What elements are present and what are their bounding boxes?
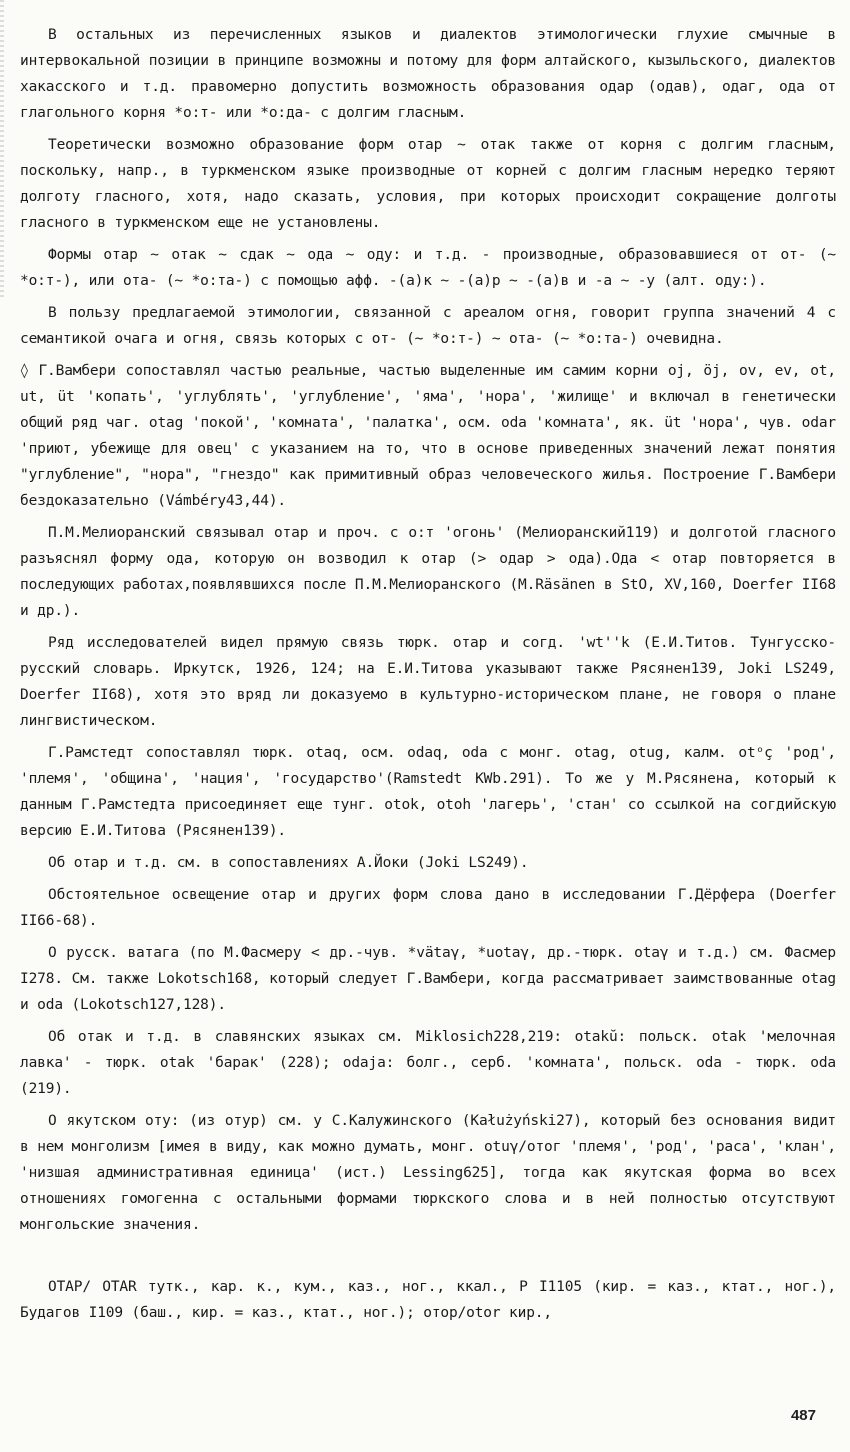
paragraph: В остальных из перечисленных языков и диалектов этимологически глухие смычные в интервокальной позиции в принципе возможны и потому для форм алтайского, кызыльского, диалектов хакасского и т.д. правомерно допустить возможность образования одар (одав), одаг, ода от глагольного корня *о:т- или *о:да- с долгим гласным. (20, 27, 836, 121)
paragraph: О русск. ватага (по М.Фасмеру < др.-чув. *vätaγ, *uotaγ, др.-тюрк. otaγ и т.д.) см. Фасмер I278. См. также Lokotsch168, который следует Г.Вамбери, когда рассматривает заимствованные otag и oda (Lokotsch127,128). (20, 945, 836, 1013)
paragraph: Теоретически возможно образование форм отар ~ отак также от корня с долгим гласным, поскольку, напр., в туркменском языке производные от корней с долгим гласным нередко теряют долготу гласного, хотя, надо сказать, условия, при которых происходит сокращение долготы гласного в туркменском еще не установлены. (20, 137, 836, 231)
dictionary-entry: ОТАР/ OTAR тутк., кар. к., кум., каз., ног., ккал., Р I1105 (кир. = каз., ктат., ног.), Будагов I109 (баш., кир. = каз., ктат., ног.); отор/otor кир., (20, 1279, 836, 1321)
paragraph: Об отак и т.д. в славянских языках см. Miklosich228,219: otakŭ: польск. otak 'мелочная лавка' - тюрк. otak 'барак' (228); odaja: болг., серб. 'комната', польск. oda - тюрк. oda (219). (20, 1029, 836, 1097)
paragraph: П.М.Мелиоранский связывал отар и проч. с о:т 'огонь' (Мелиоранский119) и долготой гласного разъяснял форму ода, которую он возводил к отар (> одар > ода).Ода < отар повторяется в последующих работах,появлявшихся после П.М.Мелиоранского (M.Räsänen в StO, XV,160, Doerfer II68 и др.). (20, 525, 836, 619)
paragraph: О якутском оту: (из отур) см. у С.Калужинского (Kałużyński27), который без основания видит в нем монголизм [имея в виду, как можно думать, монг. otuγ/отог 'племя', 'род', 'раса', 'клан', 'низшая административная единица' (ист.) Lessing625], тогда как якутская форма во всех отношениях гомогенна с остальными формами тюркского слова и в ней полностью отсутствуют монгольские значения. (20, 1113, 836, 1233)
paragraph: Обстоятельное освещение отар и других форм слова дано в исследовании Г.Дёрфера (Doerfer II66-68). (20, 887, 836, 929)
page-number: 487 (790, 1407, 816, 1424)
paragraph: Формы отар ~ отак ~ сдак ~ ода ~ оду: и т.д. - производные, образовавшиеся от от- (~ *о:т-), или ота- (~ *о:та-) с помощью афф. -(а)к ~ -(а)р ~ -(а)в и -а ~ -у (алт. оду:). (20, 247, 836, 289)
scan-edge (0, 0, 4, 300)
paragraph: Ряд исследователей видел прямую связь тюрк. отар и согд. 'wt''k (Е.И.Титов. Тунгусско-русский словарь. Иркутск, 1926, 124; на Е.И.Титова указывают также Рясянен139, Joki LS249, Doerfer II68), хотя это вряд ли доказуемо в культурно-историческом плане, не говоря о плане лингвистическом. (20, 635, 836, 729)
document-page (20, 22, 836, 1332)
paragraph: Г.Рамстедт сопоставлял тюрк. otaq, осм. odaq, oda с монг. otag, otug, калм. otᵒç 'род', 'племя', 'община', 'нация', 'государство'(Ramstedt KWb.291). То же у М.Рясянена, который к данным Г.Рамстедта присоединяет еще тунг. otok, otoh 'лагерь', 'стан' со ссылкой на согдийскую версию Е.И.Титова (Рясянен139). (20, 745, 836, 839)
paragraph: В пользу предлагаемой этимологии, связанной с ареалом огня, говорит группа значений 4 с семантикой очага и огня, связь которых с от- (~ *о:т-) ~ ота- (~ *о:та-) очевидна. (20, 305, 836, 347)
paragraph: ◊ Г.Вамбери сопоставлял частью реальные, частью выделенные им самим корни oj, öj, ov, ev, ot, ut, üt 'копать', 'углублять', 'углубление', 'яма', 'нора', 'жилище' и включал в генетически общий ряд чаг. otag 'покой', 'комната', 'палатка', осм. oda 'комната', як. üt 'нора', чув. odar 'приют, убежище для овец' с указанием на то, что в основе приведенных значений лежат понятия "углубление", "нора", "гнездо" как примитивный образ человеческого жилья. Построение Г.Вамбери бездоказательно (Vámbéry43,44). (20, 363, 836, 509)
paragraph: Об отар и т.д. см. в сопоставлениях А.Йоки (Joki LS249). (48, 855, 529, 871)
